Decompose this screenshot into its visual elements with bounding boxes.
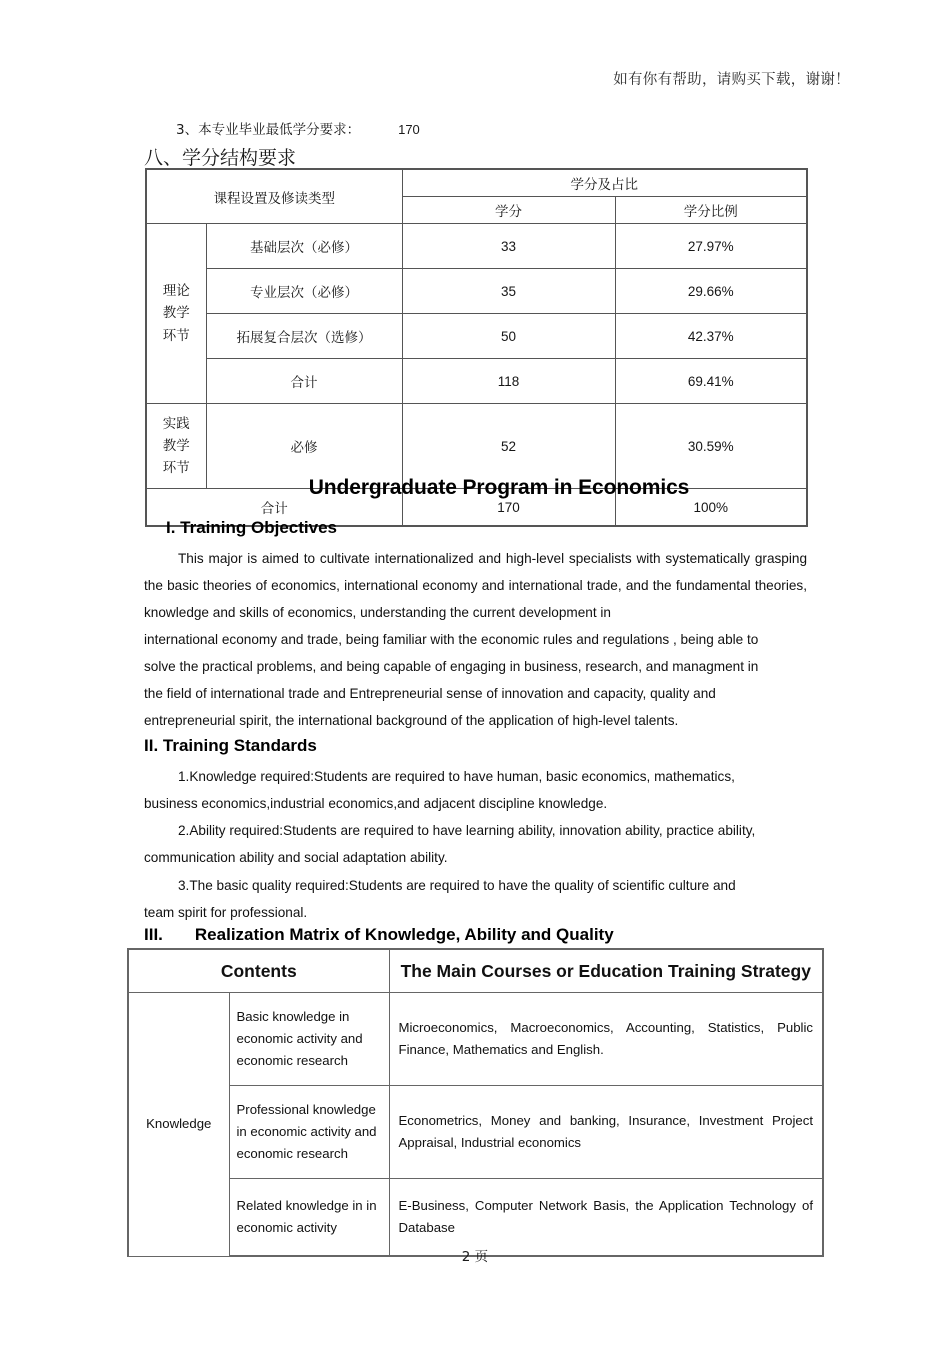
group-label-theory-line2: 教学 (162, 305, 190, 322)
section-2-item-1 (144, 763, 807, 790)
section-2-item-2-cont: communication ability and social adaptation ability. (144, 850, 448, 865)
row-name: 拓展复合层次（选修） (206, 314, 402, 359)
minimum-credit-requirement-line (176, 118, 420, 138)
header-note: 如有你有帮助，请购买下载，谢谢！ (613, 72, 850, 88)
courses-cell: Econometrics, Money and banking, Insurance, Investment Project Appraisal, Industrial economics (389, 1086, 823, 1179)
section-2-item-3-cont: team spirit for professional. (144, 905, 308, 920)
section-2-item-3-text: 3.The basic quality required:Students are required to have the quality of scientific culture and (178, 878, 736, 893)
group-label-theory-line3: 环节 (162, 327, 190, 344)
section-1-line-3: solve the practical problems, and being capable of engaging in business, research, and managment in (144, 659, 759, 674)
row-credits: 118 (402, 359, 615, 404)
section-2-item-1-cont: business economics,industrial economics,and adjacent discipline knowledge. (144, 796, 608, 811)
section-2-item-2-text: 2.Ability required:Students are required to have learning ability, innovation ability, practice ability, (178, 823, 756, 838)
program-title-text: Undergraduate Program in Economics (308, 476, 690, 499)
program-title (0, 476, 950, 500)
header-main-courses: The Main Courses or Education Training Strategy (389, 949, 823, 993)
aspect-cell: Related knowledge in in economic activity (229, 1179, 389, 1257)
row-ratio: 69.41% (615, 359, 807, 404)
table-row (128, 1086, 823, 1179)
table-row (146, 314, 807, 359)
page-footer: 2 页 (461, 1249, 489, 1265)
section-3-heading-text: Realization Matrix of Knowledge, Ability and Quality (194, 925, 614, 944)
section-1-paragraph (144, 545, 807, 626)
row-ratio: 29.66% (615, 269, 807, 314)
group-label-theory-line1: 理论 (162, 283, 190, 300)
table-row (146, 359, 807, 404)
section-3-heading (144, 925, 614, 945)
row-name: 合计 (206, 359, 402, 404)
section-2-item-3 (144, 872, 807, 899)
category-knowledge: Knowledge (128, 993, 229, 1257)
section-2-item-1-text: 1.Knowledge required:Students are required to have human, basic economics, mathematics, (178, 769, 735, 784)
header-course-type: 课程设置及修读类型 (146, 169, 402, 224)
section-2-item-2 (144, 817, 824, 844)
section-3-heading-number: III. (144, 925, 163, 944)
row-ratio: 27.97% (615, 224, 807, 269)
section-1-line-5: entrepreneurial spirit, the international background of the application of high-level talents. (144, 713, 679, 728)
table-row (146, 269, 807, 314)
row-name: 专业层次（必修） (206, 269, 402, 314)
row-credits: 52 (402, 404, 615, 489)
courses-cell: E-Business, Computer Network Basis, the Application Technology of Database (389, 1179, 823, 1257)
total-label: 合计 (146, 489, 402, 527)
minimum-credit-label: 3、本专业毕业最低学分要求： (176, 122, 361, 138)
section-1-line-4: the field of international trade and Entrepreneurial sense of innovation and capacity, quality and (144, 686, 716, 701)
table-row (128, 949, 823, 993)
row-name: 必修 (206, 404, 402, 489)
credit-structure-table (145, 168, 806, 527)
table-row (128, 993, 823, 1086)
group-label-practice-line3: 环节 (162, 460, 190, 477)
group-label-practice-line1: 实践 (162, 415, 190, 432)
row-credits: 50 (402, 314, 615, 359)
section-1-body: This major is aimed to cultivate internationalized and high-level specialists with systematically grasping the basic theories of economics, international economy and international trade, and the fundamental theories, knowledge and skills of economics, understanding the current development in (144, 551, 807, 620)
section-heading-eight: 八、学分结构要求 (144, 147, 297, 169)
minimum-credit-value: 170 (398, 122, 420, 137)
row-name: 基础层次（必修） (206, 224, 402, 269)
realization-matrix-table (127, 948, 822, 1257)
table-row (146, 224, 807, 269)
group-label-theory (146, 224, 206, 404)
total-ratio: 100% (615, 489, 807, 527)
section-2-heading: II. Training Standards (144, 736, 317, 755)
total-credits: 170 (402, 489, 615, 527)
courses-cell: Microeconomics, Macroeconomics, Accounting, Statistics, Public Finance, Mathematics and English. (389, 993, 823, 1086)
subheader-credit-ratio: 学分比例 (615, 197, 807, 224)
row-credits: 35 (402, 269, 615, 314)
row-ratio: 42.37% (615, 314, 807, 359)
section-1-line-2: international economy and trade, being familiar with the economic rules and regulations , being able to (144, 632, 759, 647)
row-ratio: 30.59% (615, 404, 807, 489)
subheader-credits: 学分 (402, 197, 615, 224)
header-contents: Contents (128, 949, 389, 993)
row-credits: 33 (402, 224, 615, 269)
aspect-cell: Professional knowledge in economic activity and economic research (229, 1086, 389, 1179)
aspect-cell: Basic knowledge in economic activity and economic research (229, 993, 389, 1086)
table-row (146, 169, 807, 197)
section-1-heading: I. Training Objectives (166, 518, 337, 537)
group-label-practice-line2: 教学 (162, 437, 190, 454)
header-credits-and-share: 学分及占比 (402, 169, 807, 197)
